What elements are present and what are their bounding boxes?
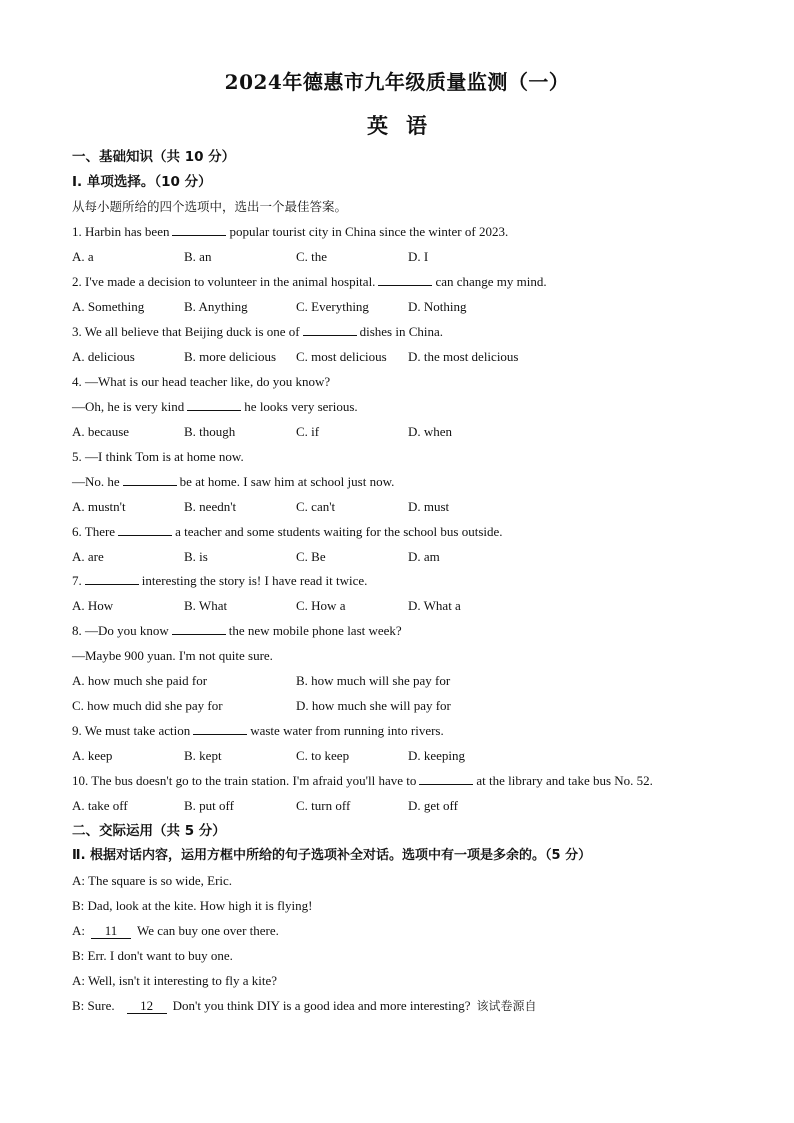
option-a: A. How xyxy=(72,598,114,613)
option-d: D. must xyxy=(408,499,450,514)
option-a: A. mustn't xyxy=(72,499,126,514)
question-5-reply: —No. he be at home. I saw him at school just now. xyxy=(72,474,395,489)
section2-heading: Ⅱ. 根据对话内容，运用方框中所给的句子选项补全对话。选项中有一项是多余的。（5 分） xyxy=(72,848,592,863)
option-c: C. turn off xyxy=(296,798,351,813)
source-watermark: 该试卷源自 xyxy=(476,999,537,1013)
option-a: A. keep xyxy=(72,748,113,763)
answer-blank xyxy=(123,473,177,486)
option-a: A. take off xyxy=(72,798,128,813)
numbered-blank: 12 xyxy=(127,999,167,1014)
answer-blank xyxy=(378,273,432,286)
option-d: D. get off xyxy=(408,798,458,813)
option-d: D. What a xyxy=(408,598,461,613)
question-1: 1. Harbin has been popular tourist city in China since the winter of 2023. xyxy=(72,224,509,239)
option-d: D. when xyxy=(408,424,453,439)
option-d: D. the most delicious xyxy=(408,349,519,364)
question-2: 2. I've made a decision to volunteer in the animal hospital. can change my mind. xyxy=(72,274,547,289)
question-4: 4. —What is our head teacher like, do you know? xyxy=(72,374,331,389)
dialogue-line: A: 11 We can buy one over there. xyxy=(72,923,279,938)
question-5: 5. —I think Tom is at home now. xyxy=(72,449,244,464)
option-d: D. how much she will pay for xyxy=(296,698,451,713)
option-c: C. how much did she pay for xyxy=(72,698,223,713)
numbered-blank: 11 xyxy=(91,924,131,939)
question-6: 6. There a teacher and some students waiting for the school bus outside. xyxy=(72,524,503,539)
answer-blank xyxy=(419,772,473,785)
answer-blank xyxy=(172,223,226,236)
option-b: B. Anything xyxy=(184,299,248,314)
answer-blank xyxy=(187,398,241,411)
dialogue-line: A: Well, isn't it interesting to fly a kite? xyxy=(72,973,278,988)
subject-title: 英语 xyxy=(367,113,445,138)
section1-instruction: 从每小题所给的四个选项中，选出一个最佳答案。 xyxy=(72,199,348,214)
option-b: B. how much will she pay for xyxy=(296,673,451,688)
answer-blank xyxy=(172,622,226,635)
option-c: C. Everything xyxy=(296,299,369,314)
page-title: 2024年德惠市九年级质量监测（一） xyxy=(224,70,570,94)
part1-heading: 一、基础知识（共 10 分） xyxy=(72,149,236,165)
option-b: B. kept xyxy=(184,748,222,763)
answer-blank xyxy=(118,523,172,536)
option-b: B. more delicious xyxy=(184,349,277,364)
option-a: A. are xyxy=(72,549,104,564)
dialogue-line: B: Sure. 12 Don't you think DIY is a good idea and more interesting? 该试卷源自 xyxy=(72,998,537,1013)
option-d: D. am xyxy=(408,549,440,564)
question-9: 9. We must take action waste water from running into rivers. xyxy=(72,723,444,738)
option-a: A. Something xyxy=(72,299,145,314)
option-c: C. can't xyxy=(296,499,336,514)
question-4-reply: —Oh, he is very kind he looks very serious. xyxy=(72,399,358,414)
option-c: C. most delicious xyxy=(296,349,387,364)
dialogue-line: A: The square is so wide, Eric. xyxy=(72,873,233,888)
answer-blank xyxy=(85,572,139,585)
option-b: B. though xyxy=(184,424,236,439)
option-a: A. because xyxy=(72,424,130,439)
option-a: A. how much she paid for xyxy=(72,673,208,688)
option-a: A. delicious xyxy=(72,349,135,364)
option-c: C. to keep xyxy=(296,748,350,763)
option-b: B. an xyxy=(184,249,212,264)
dialogue-line: B: Err. I don't want to buy one. xyxy=(72,948,233,963)
option-c: C. Be xyxy=(296,549,326,564)
question-7: 7. interesting the story is! I have read it twice. xyxy=(72,573,368,588)
option-b: B. What xyxy=(184,598,228,613)
answer-blank xyxy=(303,323,357,336)
option-d: D. keeping xyxy=(408,748,466,763)
option-c: C. How a xyxy=(296,598,346,613)
part2-heading: 二、交际运用（共 5 分） xyxy=(72,823,226,839)
option-d: D. I xyxy=(408,249,429,264)
option-b: B. needn't xyxy=(184,499,237,514)
question-8-reply: —Maybe 900 yuan. I'm not quite sure. xyxy=(72,648,273,663)
section1-heading: I. 单项选择。（10 分） xyxy=(72,174,212,190)
option-c: C. if xyxy=(296,424,320,439)
dialogue-line: B: Dad, look at the kite. How high it is flying! xyxy=(72,898,313,913)
question-8: 8. —Do you know the new mobile phone last week? xyxy=(72,623,402,638)
option-b: B. is xyxy=(184,549,208,564)
option-a: A. a xyxy=(72,249,94,264)
option-c: C. the xyxy=(296,249,328,264)
question-3: 3. We all believe that Beijing duck is one of dishes in China. xyxy=(72,324,444,339)
question-10: 10. The bus doesn't go to the train station. I'm afraid you'll have to at the library and take bus No. 52. xyxy=(72,773,653,788)
option-d: D. Nothing xyxy=(408,299,467,314)
option-b: B. put off xyxy=(184,798,234,813)
answer-blank xyxy=(193,722,247,735)
